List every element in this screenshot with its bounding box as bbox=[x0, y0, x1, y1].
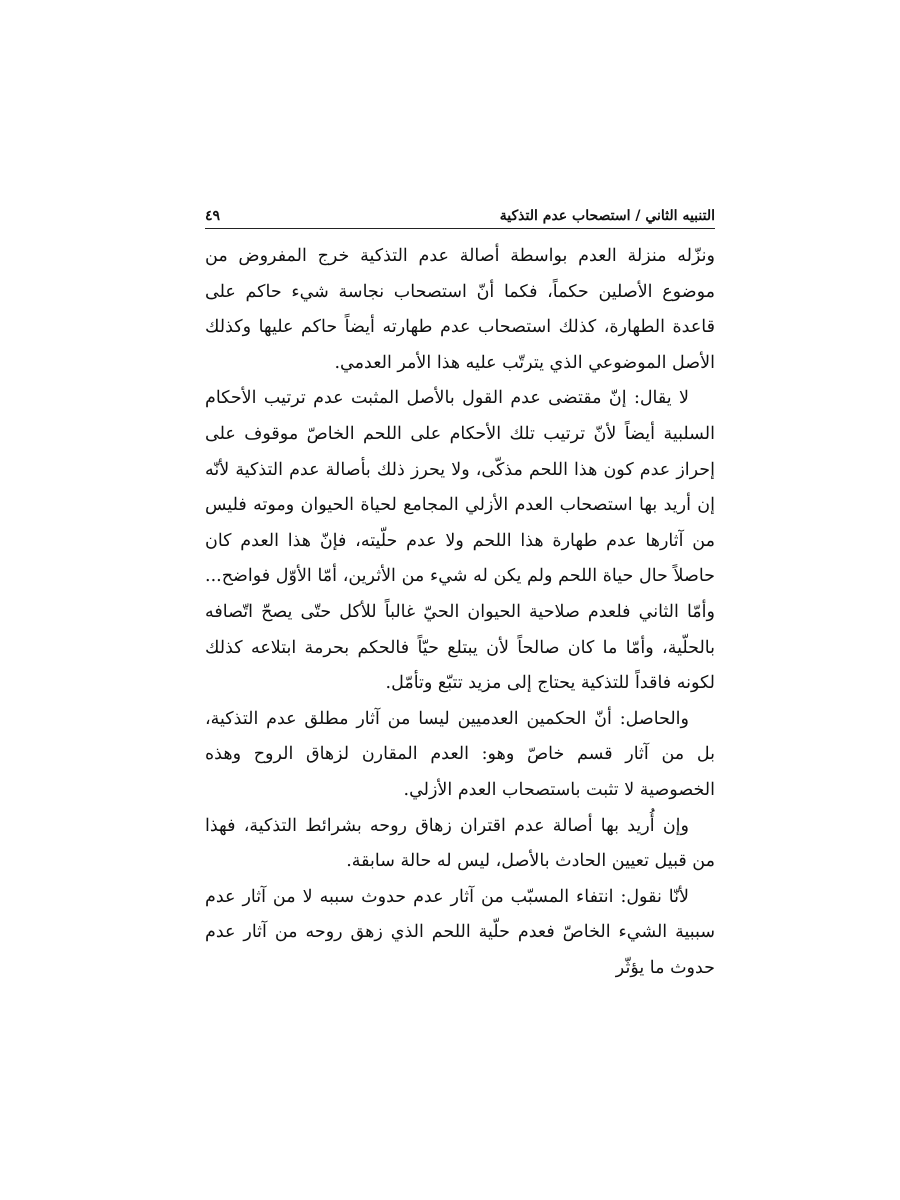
paragraph: لا يقال: إنّ مقتضى عدم القول بالأصل المثبت عدم ترتيب الأحكام السلبية أيضاً لأنّ ترتيب تلك الأحكام على اللحم الخاصّ موقوف على إحراز عدم كون هذا اللحم مذكّى، ولا يحرز ذلك بأصالة عدم التذكية لأنّه إن أريد بها استصحاب العدم الأزلي المجامع لحياة الحيوان وموته فليس من آثارها عدم طهارة هذا اللحم ولا عدم حلّيته، فإنّ هذا العدم كان حاصلاً حال حياة اللحم ولم يكن له شيء من الأثرين، أمّا الأوّل فواضح... وأمّا الثاني فلعدم صلاحية الحيوان الحيّ غالباً للأكل حتّى يصحّ اتّصافه بالحلّية، وأمّا ما كان صالحاً لأن يبتلع حيّاً فالحكم بحرمة ابتلاعه كذلك لكونه فاقداً للتذكية يحتاج إلى مزيد تتبّع وتأمّل. bbox=[205, 388, 715, 694]
book-page bbox=[205, 198, 715, 986]
paragraph: ونزّله منزلة العدم بواسطة أصالة عدم التذكية خرج المفروض من موضوع الأصلين حكماً، فكما أنّ استصحاب نجاسة شيء حاكم على قاعدة الطهارة، كذلك استصحاب عدم طهارته أيضاً حاكم عليها وكذلك الأصل الموضوعي الذي يترتّب عليه هذا الأمر العدمي. bbox=[205, 246, 715, 373]
running-header bbox=[205, 198, 715, 229]
body-text bbox=[205, 239, 715, 986]
paragraph: والحاصل: أنّ الحكمين العدميين ليسا من آثار مطلق عدم التذكية، بل من آثار قسم خاصّ وهو: العدم المقارن لزهاق الروح وهذه الخصوصية لا تثبت باستصحاب العدم الأزلي. bbox=[205, 708, 715, 800]
running-title: التنبيه الثاني / استصحاب عدم التذكية bbox=[499, 208, 715, 224]
paragraph: لأنّا نقول: انتفاء المسبّب من آثار عدم حدوث سببه لا من آثار عدم سببية الشيء الخاصّ فعدم حلّية اللحم الذي زهق روحه من آثار عدم حدوث ما يؤثّر bbox=[205, 886, 715, 978]
page-number: ٤٩ bbox=[205, 208, 221, 224]
paragraph: وإن أُريد بها أصالة عدم اقتران زهاق روحه بشرائط التذكية، فهذا من قبيل تعيين الحادث بالأصل، ليس له حالة سابقة. bbox=[205, 815, 715, 872]
